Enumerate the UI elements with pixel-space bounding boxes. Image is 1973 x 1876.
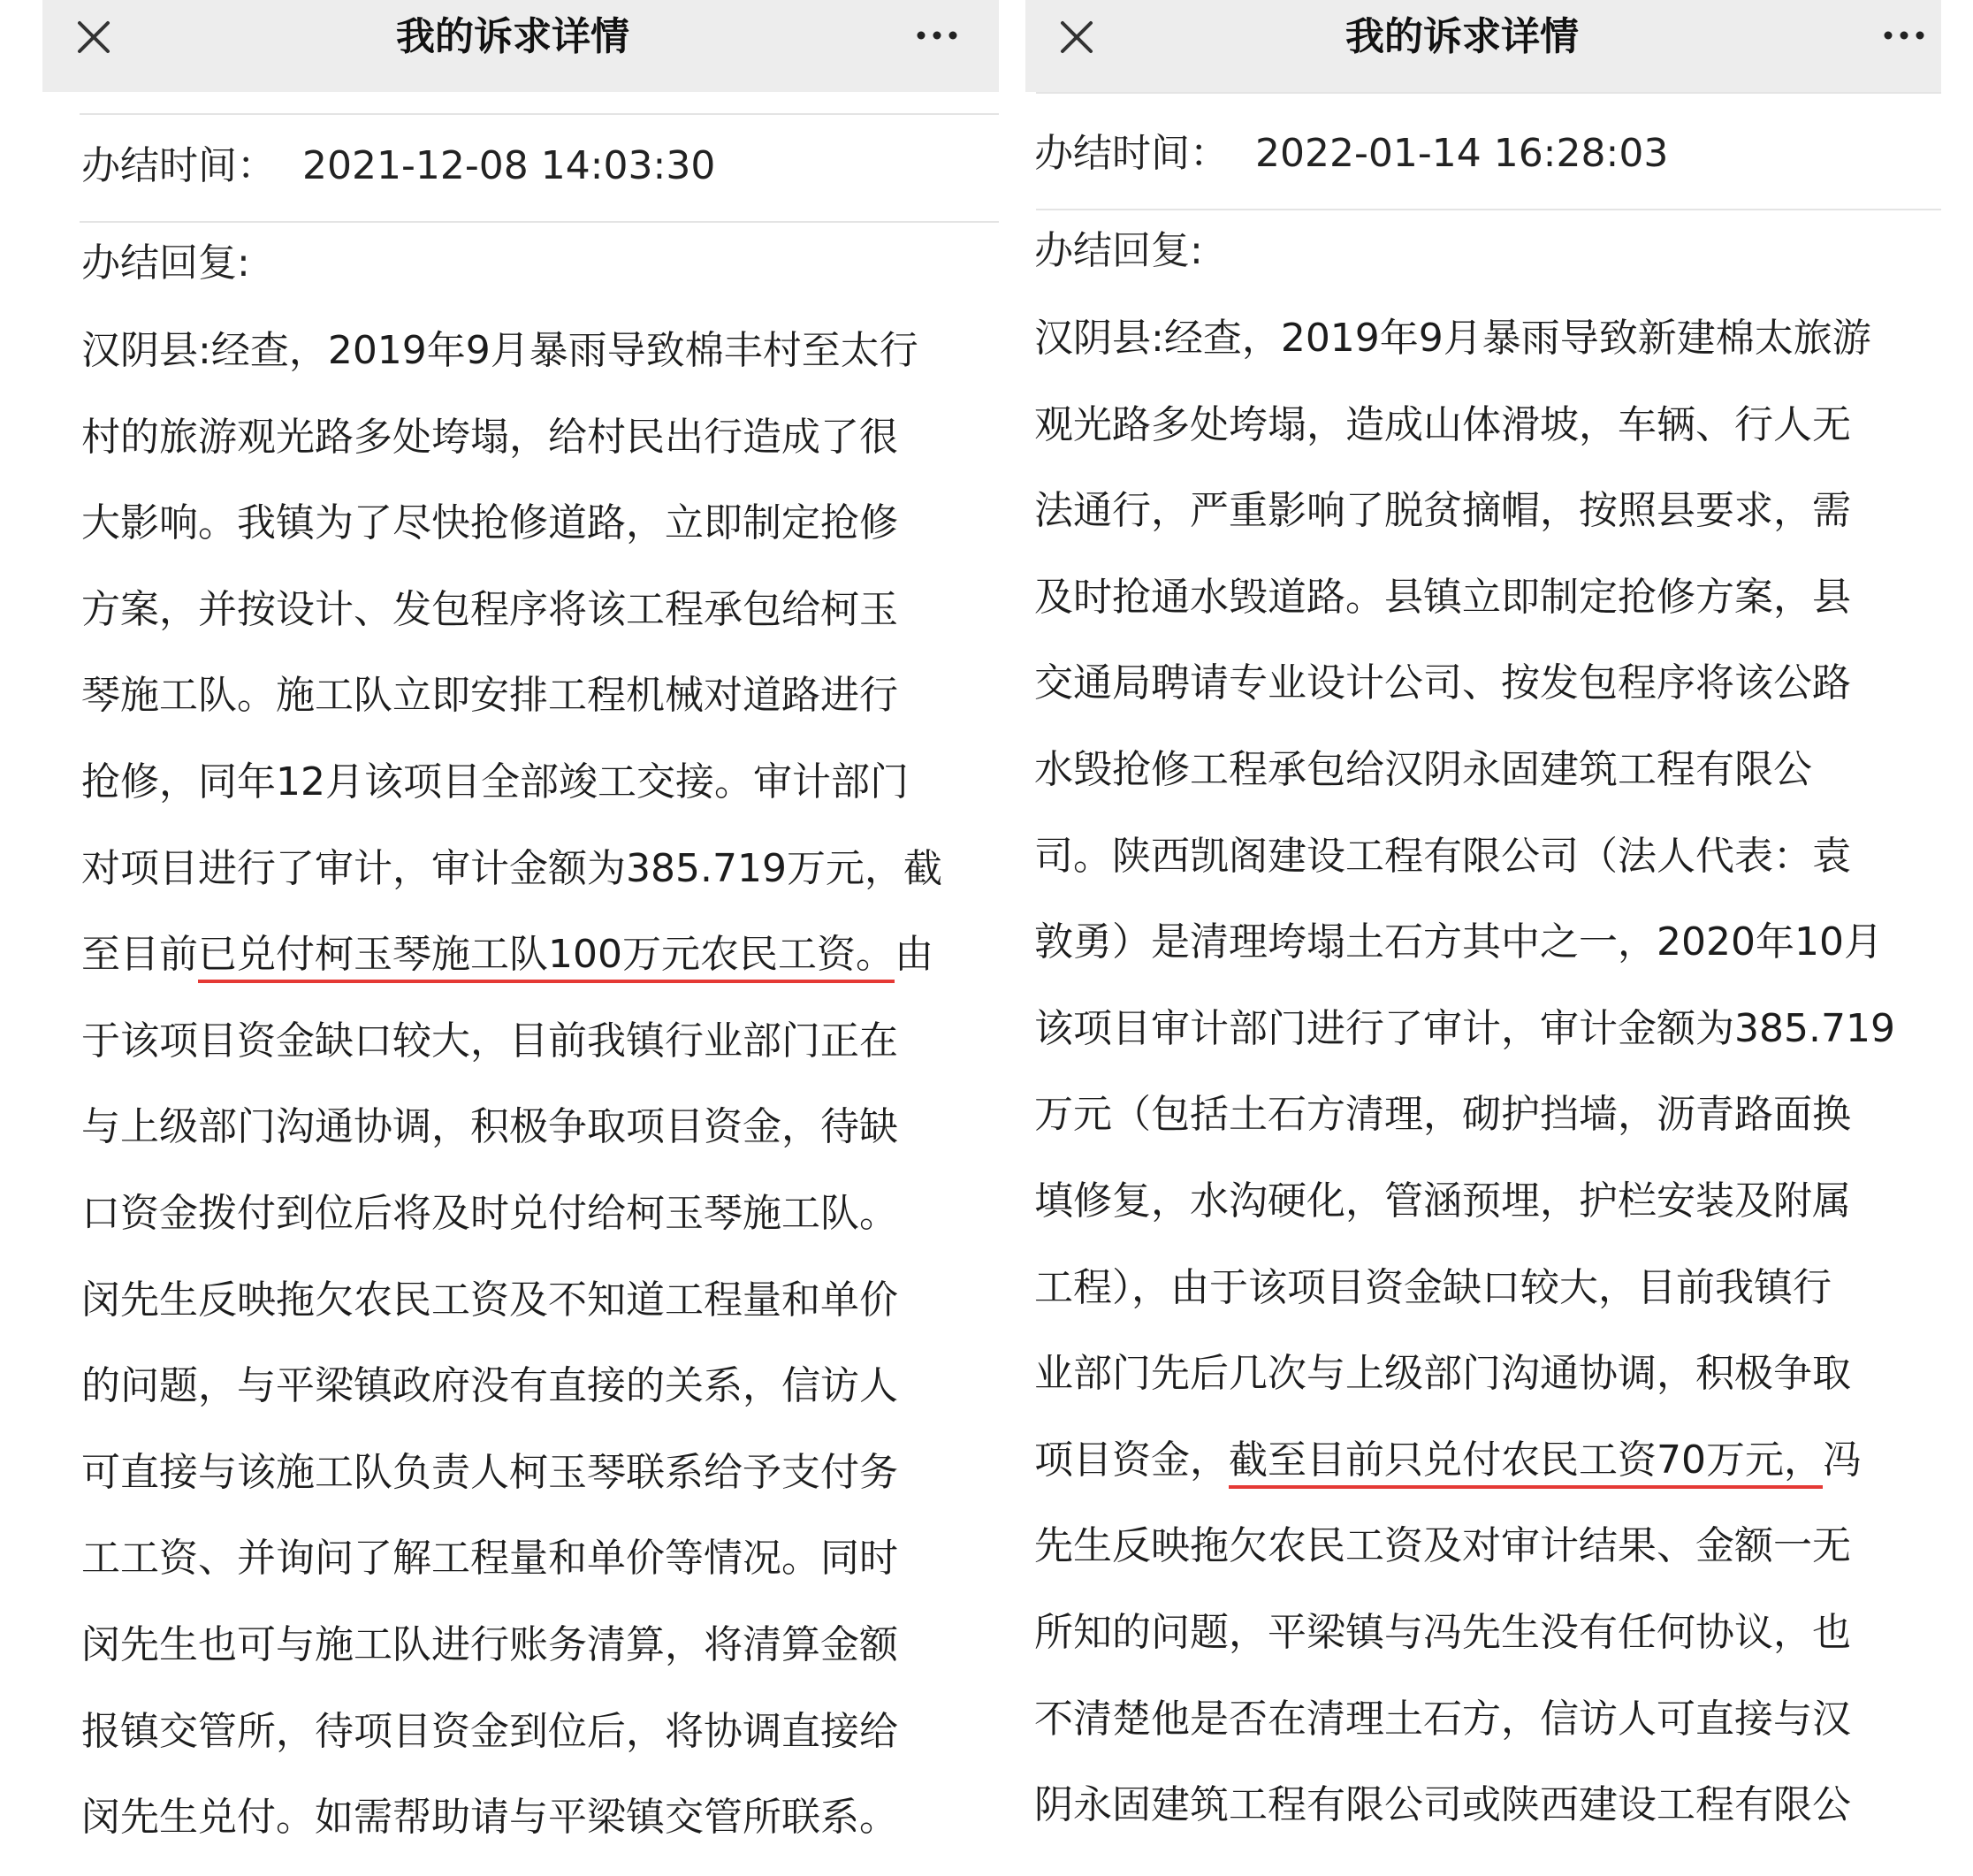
reply-line xyxy=(81,911,942,998)
highlighted-text: 截至目前只兑付农民工资70万元， xyxy=(1229,1437,1823,1483)
divider xyxy=(80,221,999,223)
reply-text-segment: 法通行，严重影响了脱贫摘帽，按照县要求，需 xyxy=(1034,488,1851,534)
left-screenshot-panel xyxy=(42,0,999,1876)
page-title: 我的诉求详情 xyxy=(1345,14,1579,59)
reply-line xyxy=(81,1774,942,1861)
highlighted-text: 已兑付柯玉琴施工队100万元农民工资。 xyxy=(198,932,895,978)
reply-text-segment: 项目资金， xyxy=(1034,1437,1229,1483)
reply-line xyxy=(1034,468,1895,554)
right-screenshot-panel xyxy=(1025,0,1941,1876)
reply-line xyxy=(1034,1590,1895,1676)
reply-text-segment: 不清楚他是否在清理土石方，信访人可直接与汉 xyxy=(1034,1696,1851,1742)
nav-bar xyxy=(1025,0,1941,92)
page-title: 我的诉求详情 xyxy=(396,14,629,59)
reply-text-segment: 冯 xyxy=(1823,1437,1862,1483)
reply-text-segment: 所知的问题，平梁镇与冯先生没有任何协议，也 xyxy=(1034,1609,1851,1655)
reply-text-segment: 与上级部门沟通协调，积极争取项目资金，待缺 xyxy=(81,1104,898,1150)
reply-line xyxy=(81,1689,942,1775)
reply-line xyxy=(1034,382,1895,469)
reply-text-segment: 村的旅游观光路多处垮塌，给村民出行造成了很 xyxy=(81,414,898,460)
reply-text-segment: 由 xyxy=(894,932,933,978)
reply-text-segment: 可直接与该施工队负责人柯玉琴联系给予支付务 xyxy=(81,1449,898,1495)
reply-line xyxy=(1034,1762,1895,1849)
reply-text-segment: 交通局聘请专业设计公司、按发包程序将该公路 xyxy=(1034,660,1851,706)
reply-line xyxy=(1034,640,1895,727)
reply-line xyxy=(81,826,942,912)
reply-text-segment: 工工资、并询问了解工程量和单价等情况。同时 xyxy=(81,1536,898,1582)
reply-line xyxy=(1034,986,1895,1072)
reply-line xyxy=(1034,1071,1895,1158)
reply-line xyxy=(81,998,942,1085)
reply-label: 办结回复: xyxy=(81,240,250,286)
reply-line xyxy=(81,739,942,826)
completion-time-value: 2021-12-08 14:03:30 xyxy=(302,143,716,188)
reply-line xyxy=(1034,813,1895,900)
reply-text-segment: 填修复，水沟硬化，管涵预埋，护栏安装及附属 xyxy=(1034,1178,1851,1224)
reply-text-segment: 万元（包括土石方清理，砌护挡墙，沥青路面换 xyxy=(1034,1092,1851,1138)
reply-line xyxy=(1034,727,1895,813)
completion-time-value: 2022-01-14 16:28:03 xyxy=(1255,131,1669,176)
nav-bar xyxy=(42,0,999,92)
reply-line xyxy=(81,1430,942,1516)
reply-line xyxy=(1034,554,1895,641)
reply-text-segment: 至目前 xyxy=(81,932,198,978)
reply-line xyxy=(1034,899,1895,986)
reply-text-segment: 闵先生也可与施工队进行账务清算，将清算金额 xyxy=(81,1621,898,1667)
completion-time-row xyxy=(1034,127,1668,180)
reply-line xyxy=(81,1084,942,1171)
reply-line xyxy=(1034,1676,1895,1763)
reply-line xyxy=(81,308,942,394)
reply-line xyxy=(81,1343,942,1430)
reply-text-segment: 琴施工队。施工队立即安排工程机械对道路进行 xyxy=(81,673,898,719)
divider xyxy=(1036,209,1941,210)
reply-line xyxy=(1034,1417,1895,1504)
reply-line xyxy=(81,480,942,567)
divider xyxy=(1036,92,1941,94)
reply-line xyxy=(81,1515,942,1602)
reply-text-segment: 水毁抢修工程承包给汉阴永固建筑工程有限公 xyxy=(1034,746,1812,792)
reply-text-segment: 闵先生反映拖欠农民工资及不知道工程量和单价 xyxy=(81,1277,898,1323)
reply-line xyxy=(1034,1503,1895,1590)
reply-line xyxy=(81,1602,942,1689)
reply-text-segment: 抢修，同年12月该项目全部竣工交接。审计部门 xyxy=(81,759,909,805)
reply-text xyxy=(1034,295,1895,1849)
reply-line xyxy=(81,652,942,739)
reply-text-segment: 于该项目资金缺口较大，目前我镇行业部门正在 xyxy=(81,1018,898,1064)
completion-time-row xyxy=(81,140,715,193)
reply-text-segment: 司。陕西凯阁建设工程有限公司（法人代表：袁 xyxy=(1034,833,1851,879)
reply-line xyxy=(1034,1245,1895,1331)
reply-line xyxy=(81,567,942,653)
reply-label: 办结回复: xyxy=(1034,228,1203,273)
reply-text-segment: 敦勇）是清理垮塌土石方其中之一，2020年10月 xyxy=(1034,919,1883,965)
reply-text-segment: 汉阴县:经查，2019年9月暴雨导致棉丰村至太行 xyxy=(81,328,918,373)
close-icon[interactable] xyxy=(1057,18,1096,57)
reply-text-segment: 先生反映拖欠农民工资及对审计结果、金额一无 xyxy=(1034,1523,1851,1569)
divider xyxy=(80,113,999,115)
more-dots-icon[interactable] xyxy=(1881,16,1927,55)
reply-line xyxy=(1034,1331,1895,1417)
reply-text-segment: 对项目进行了审计，审计金额为385.719万元，截 xyxy=(81,845,942,891)
more-dots-icon[interactable] xyxy=(914,16,960,55)
completion-time-label: 办结时间： xyxy=(1034,131,1229,176)
reply-text-segment: 口资金拨付到位后将及时兑付给柯玉琴施工队。 xyxy=(81,1190,898,1236)
reply-text-segment: 工程），由于该项目资金缺口较大，目前我镇行 xyxy=(1034,1264,1832,1310)
reply-line xyxy=(81,1171,942,1257)
reply-text-segment: 阴永固建筑工程有限公司或陕西建设工程有限公 xyxy=(1034,1782,1851,1828)
reply-text-segment: 该项目审计部门进行了审计，审计金额为385.719 xyxy=(1034,1005,1895,1051)
reply-line xyxy=(81,1257,942,1344)
reply-text-segment: 闵先生兑付。如需帮助请与平梁镇交管所联系。 xyxy=(81,1795,898,1841)
reply-line xyxy=(1034,1158,1895,1245)
close-icon[interactable] xyxy=(74,18,113,57)
reply-text-segment: 报镇交管所，待项目资金到位后，将协调直接给 xyxy=(81,1708,898,1754)
reply-text-segment: 业部门先后几次与上级部门沟通协调，积极争取 xyxy=(1034,1351,1851,1397)
reply-line xyxy=(81,394,942,481)
reply-text-segment: 及时抢通水毁道路。县镇立即制定抢修方案，县 xyxy=(1034,574,1851,620)
reply-text-segment: 汉阴县:经查，2019年9月暴雨导致新建棉太旅游 xyxy=(1034,316,1871,361)
completion-time-label: 办结时间： xyxy=(81,143,276,188)
reply-text-segment: 的问题，与平梁镇政府没有直接的关系，信访人 xyxy=(81,1363,898,1409)
reply-text xyxy=(81,308,942,1861)
reply-line xyxy=(1034,295,1895,382)
reply-text-segment: 方案，并按设计、发包程序将该工程承包给柯玉 xyxy=(81,586,898,632)
reply-text-segment: 大影响。我镇为了尽快抢修道路，立即制定抢修 xyxy=(81,500,898,546)
reply-text-segment: 观光路多处垮塌，造成山体滑坡，车辆、行人无 xyxy=(1034,401,1851,447)
